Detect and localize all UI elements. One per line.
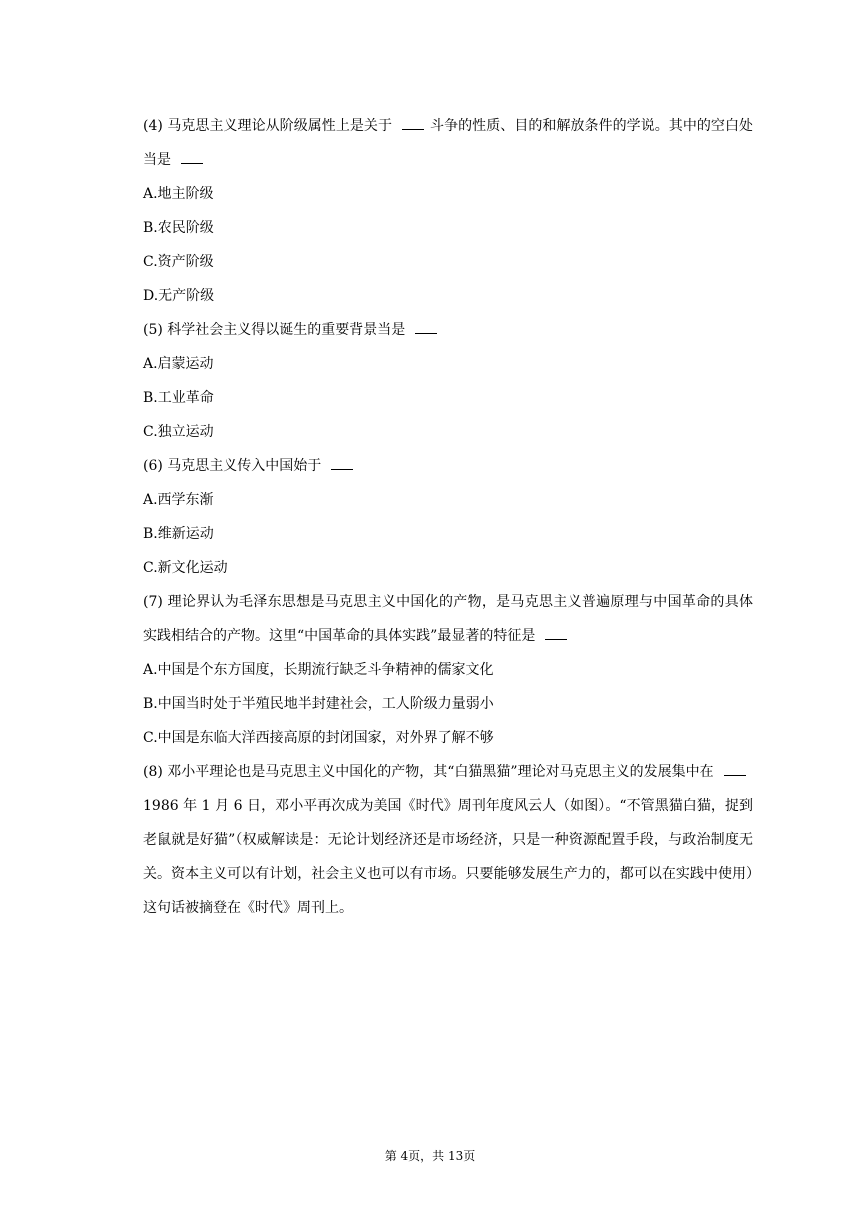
option-5c: C.独立运动 <box>143 424 214 440</box>
option-5a: A.启蒙运动 <box>143 356 214 372</box>
answer-blank <box>402 117 424 130</box>
document-body <box>143 109 753 925</box>
question-8-stem-text: (8) 邓小平理论也是马克思主义中国化的产物，其“白猫黑猫”理论对马克思主义的发展集中在 <box>143 764 714 780</box>
option-4d: D.无产阶级 <box>143 288 215 304</box>
option-4b: B.农民阶级 <box>143 220 214 236</box>
question-8-stem <box>143 755 753 789</box>
question-4-stem-part-a: (4) 马克思主义理论从阶级属性上是关于 <box>143 118 393 134</box>
answer-blank <box>545 627 567 640</box>
option-4c: C.资产阶级 <box>143 254 214 270</box>
answer-blank <box>415 321 437 334</box>
option-6c: C.新文化运动 <box>143 560 228 576</box>
question-4-stem-part-b: 斗争的性质、目的和解放条件的学说。其中的空白处当是 <box>143 118 754 168</box>
question-6-stem-text: (6) 马克思主义传入中国始于 <box>143 458 322 474</box>
question-7-stem-text: (7) 理论界认为毛泽东思想是马克思主义中国化的产物，是马克思主义普遍原理与中国革命的具体实践相结合的产物。这里“中国革命的具体实践”最显著的特征是 <box>143 594 753 644</box>
answer-blank <box>331 457 353 470</box>
option-6a: A.西学东渐 <box>143 492 214 508</box>
question-7-stem <box>143 585 753 653</box>
question-8-passage: 1986 年 1 月 6 日，邓小平再次成为美国《时代》周刊年度风云人（如图）。“不管黑猫白猫，捉到老鼠就是好猫”（权威解读是：无论计划经济还是市场经济，只是一种资源配置手段，与政治制度无关。资本主义可以有计划，社会主义也可以有市场。只要能够发展生产力的，都可以在实践中使用）这句话被摘登在《时代》周刊上。 <box>143 798 753 916</box>
answer-blank <box>181 151 203 164</box>
option-7b: B.中国当时处于半殖民地半封建社会，工人阶级力量弱小 <box>143 696 494 712</box>
option-4a: A.地主阶级 <box>143 186 214 202</box>
page-number: 第 4页，共 13页 <box>384 1149 476 1163</box>
option-7c: C.中国是东临大洋西接高原的封闭国家，对外界了解不够 <box>143 730 494 746</box>
question-5-stem <box>143 313 753 347</box>
option-5b: B.工业革命 <box>143 390 214 406</box>
question-5-stem-text: (5) 科学社会主义得以诞生的重要背景当是 <box>143 322 406 338</box>
option-7a: A.中国是个东方国度，长期流行缺乏斗争精神的儒家文化 <box>143 662 494 678</box>
question-4-stem <box>143 109 753 177</box>
option-6b: B.维新运动 <box>143 526 214 542</box>
answer-blank <box>724 763 746 776</box>
question-6-stem <box>143 449 753 483</box>
